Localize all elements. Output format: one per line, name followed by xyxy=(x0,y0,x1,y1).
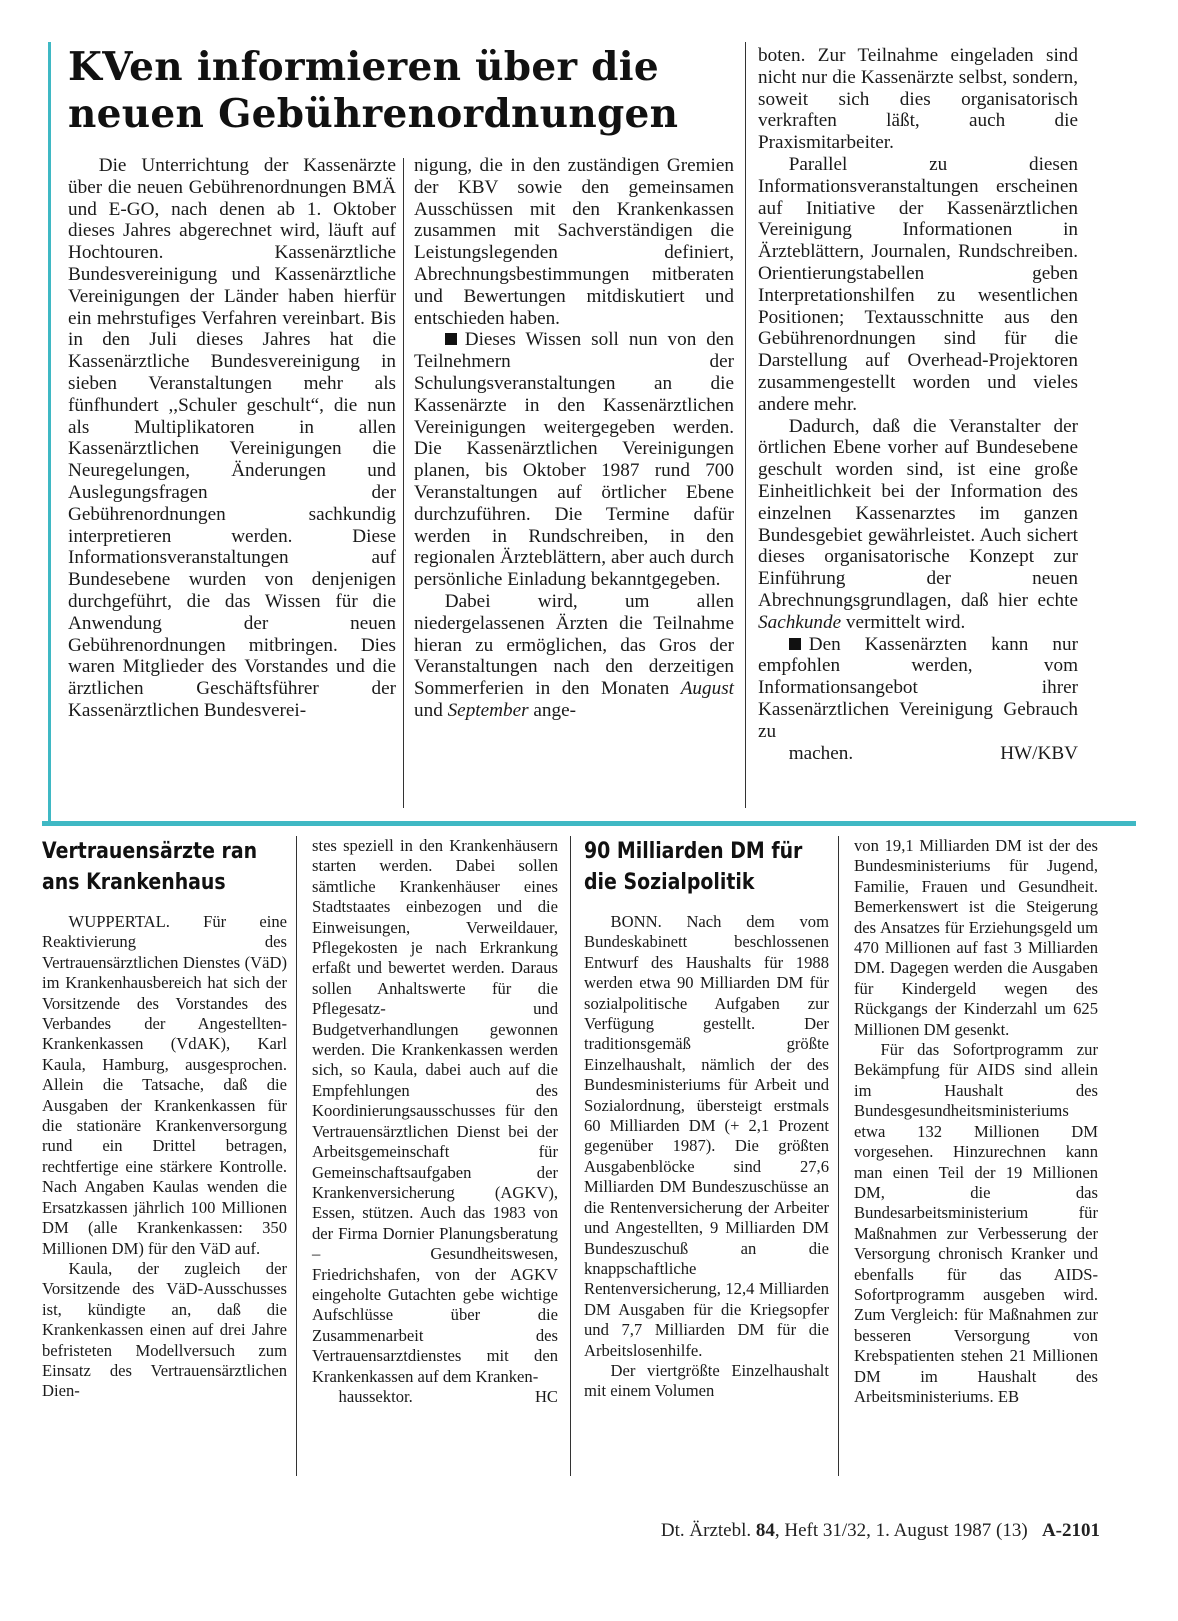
main-headline: KVen informieren über die neuen Gebührenordnungen xyxy=(68,44,679,137)
main-article-column-3 xyxy=(758,45,1078,764)
paragraph: von 19,1 Milliarden DM ist der des Bundesministeriums für Jugend, Familie, Frauen und Gesundheit. Bemerkenswert ist die Steigerung des Ansatzes für Erziehungsgeld um 470 Millionen auf fast 3 Milliarden DM. Dagegen werden die Ausgaben für Kindergeld wegen des Rückgangs der Kinderzahl um 625 Millionen DM gesenkt. xyxy=(854,836,1098,1039)
journal-name: Dt. Ärztebl. xyxy=(660,1520,752,1541)
column-divider xyxy=(838,836,839,1476)
paragraph: BONN. Nach dem vom Bundeskabinett beschlossenen Entwurf des Haushalts für 1988 werden etwa 90 Milliarden DM für sozialpolitische Aufgaben zur Verfügung gestellt. Der traditionsgemäß größte Einzelhaushalt, nämlich der des Bundesministeriums für Arbeit und Sozialordnung, übersteigt erstmals 60 Milliarden DM (+ 2,1 Prozent gegenüber 1987). Die größten Ausgabenblöcke sind 27,6 Milliarden DM Bundeszuschüsse an die Rentenversicherung der Arbeiter und Angestellten, 9 Milliarden DM Bundeszuschuß an die knappschaftliche Rentenversicherung, 12,4 Milliarden DM Ausgaben für die Kriegsopfer und 7,7 Milliarden DM für die Arbeitslosenhilfe. xyxy=(584,912,829,1360)
article-vertrauensaerzte-column-1 xyxy=(42,912,287,1402)
column-divider xyxy=(296,836,297,1476)
column-divider xyxy=(570,836,571,1476)
paragraph: Den Kassenärzten kann nur empfohlen werden, vom Informationsangebot ihrer Kassenärztlichen Vereinigung Gebrauch zu xyxy=(758,633,1078,742)
paragraph: Dieses Wissen soll nun von den Teilnehmern der Schulungsveranstaltungen an die Kassenärzte in den Kassenärztlichen Vereinigungen weitergegeben werden. Die Kassenärztlichen Vereinigungen planen, bis Oktober 1987 rund 700 Veranstaltungen auf örtlicher Ebene durchzuführen. Die Termine dafür werden in Rundschreiben, in den regionalen Ärzteblättern, aber auch durch persönliche Einladung bekanntgegeben. xyxy=(414,329,734,591)
paragraph: Kaula, der zugleich der Vorsitzende des VäD-Ausschusses ist, kündigte an, daß die Krankenkassen einen auf drei Jahre befristeten Modellversuch zum Einsatz des Vertrauensärztlichen Dien- xyxy=(42,1258,287,1401)
signature-line: machen. HW/KBV xyxy=(788,742,1078,764)
paragraph: Parallel zu diesen Informationsveranstaltungen erscheinen auf Initiative der Kassenärztlichen Vereinigung Informationen in Ärzteblättern, Journalen, Rundschreiben. Orientierungstabellen geben Interpretationshilfen zu wesentlichen Positionen; Textausschnitte aus den Gebührenordnungen sind für die Darstellung auf Overhead-Projektoren zusammengestellt worden und vieles andere mehr. xyxy=(758,153,1078,415)
article-frame-left xyxy=(48,42,51,822)
article-vertrauensaerzte-headline: Vertrauensärzte ran ans Krankenhaus xyxy=(42,839,258,895)
journal-volume: 84 xyxy=(755,1520,775,1541)
paragraph: Dadurch, daß die Veranstalter der örtlichen Ebene vorher auf Bundesebene geschult worden sind, ist eine große Einheitlichkeit bei der Information des einzelnen Kassenarztes im ganzen Bundesgebiet gewährleistet. Auch sichert dieses organisatorische Konzept zur Einführung der neuen Abrechnungsgrundlagen, daß hier echte Sachkunde vermittelt wird. xyxy=(758,415,1078,633)
paragraph: WUPPERTAL. Für eine Reaktivierung des Vertrauensärztlichen Dienstes (VäD) im Krankenhausbereich hat sich der Vorsitzende des Vorstandes des Verbandes der Angestellten-Krankenkassen (VdAK), Karl Kaula, Hamburg, ausgesprochen. Allein die Tatsache, daß die Ausgaben der Krankenkassen für die stationäre Krankenversorgung rund ein Drittel betragen, rechtfertige eine stärkere Kontrolle. Nach Angaben Kaulas wenden die Ersatzkassen jährlich 100 Millionen DM (alle Krankenkassen: 350 Millionen DM) für den VäD auf. xyxy=(42,912,287,1258)
article-sozialpolitik-headline: 90 Milliarden DM für die Sozialpolitik xyxy=(584,839,803,895)
issue-info: , Heft 31/32, 1. August 1987 (13) xyxy=(774,1520,1028,1541)
article-sozialpolitik-column-1 xyxy=(584,912,829,1402)
bullet-square-icon xyxy=(789,638,801,650)
article-frame-bottom xyxy=(42,821,1136,826)
paragraph: Die Unterrichtung der Kassenärzte über die neuen Gebührenordnungen BMÄ und E-GO, nach denen ab 1. Oktober dieses Jahres abgerechnet wird, läuft auf Hochtouren. Kassenärztliche Bundesvereinigung und Kassenärztliche Vereinigungen der Länder haben hierfür ein mehrstufiges Verfahren vereinbart. Bis in den Juli dieses Jahres hat die Kassenärztliche Bundesvereinigung in sieben Veranstaltungen mehr als fünfhundert ,,Schuler geschult“, die nun als Multiplikatoren in allen Kassenärztlichen Vereinigungen die Neuregelungen, Änderungen und Auslegungsfragen der Gebührenordnungen sachkundig interpretieren werden. Diese Informationsveranstaltungen auf Bundesebene wurden von denjenigen durchgeführt, die das Wissen für die Anwendung der neuen Gebührenordnungen mitbringen. Dies waren Mitglieder des Vorstandes und die ärztlichen Geschäftsführer der Kassenärztlichen Bundesverei- xyxy=(68,155,396,721)
paragraph: boten. Zur Teilnahme eingeladen sind nicht nur die Kassenärzte selbst, sondern, soweit sich dies organisatorisch verkraften läßt, auch die Praxismitarbeiter. xyxy=(758,45,1078,154)
main-article-column-1 xyxy=(68,155,396,722)
paragraph: Dabei wird, um allen niedergelassenen Ärzten die Teilnahme hieran zu ermöglichen, das Gros der Veranstaltungen nach den derzeitigen Sommerferien in den Monaten August und September ange- xyxy=(414,590,734,721)
page-number: A-2101 xyxy=(1041,1520,1100,1541)
paragraph: Der viertgrößte Einzelhaushalt mit einem Volumen xyxy=(584,1360,829,1401)
article-sozialpolitik-column-2 xyxy=(854,836,1098,1407)
main-article-column-2 xyxy=(414,155,734,722)
paragraph: Für das Sofortprogramm zur Bekämpfung für AIDS sind allein im Haushalt des Bundesgesundheitsministeriums etwa 132 Millionen DM vorgesehen. Hinzurechnen kann man einen Teil der 19 Millionen DM, die das Bundesarbeitsministerium für Maßnahmen zur Verbesserung der Versorgung chronisch Kranker und ebenfalls für das AIDS-Sofortprogramm ausgeben wird. Zum Vergleich: für Maßnahmen zur besseren Versorgung von Krebspatienten stehen 21 Millionen DM im Haushalt des Arbeitsministeriums. EB xyxy=(854,1040,1098,1406)
signature-line: haussektor. HC xyxy=(338,1386,558,1406)
page-footer xyxy=(610,1520,1100,1542)
author-signature: HW/KBV xyxy=(1000,742,1078,764)
column-divider xyxy=(403,158,404,808)
paragraph: nigung, die in den zuständigen Gremien der KBV sowie den gemeinsamen Ausschüssen mit den Krankenkassen zusammen mit Sachverständigen die Leistungslegenden definiert, Abrechnungsbestimmungen mitberaten und Bewertungen mitdiskutiert und entschieden haben. xyxy=(414,155,734,329)
paragraph: stes speziell in den Krankenhäusern starten werden. Dabei sollen sämtliche Krankenhäuser eines Stadtstaates einbezogen und die Einweisungen, Verweildauer, Pflegekosten je nach Erkrankung erfaßt und bewertet werden. Daraus sollen Anhaltswerte für die Pflegesatz- und Budgetverhandlungen gewonnen werden. Die Krankenkassen werden sich, so Kaula, dabei auch auf die Empfehlungen des Koordinierungsausschusses für den Vertrauensärztlichen Dienst bei der Arbeitsgemeinschaft für Gemeinschaftsaufgaben der Krankenversicherung (AGKV), Essen, stützen. Auch das 1983 von der Firma Dornier Planungsberatung – Gesundheitswesen, Friedrichshafen, von der AGKV eingeholte Gutachten gebe wichtige Aufschlüsse über die Zusammenarbeit des Vertrauensarztdienstes mit den Krankenkassen auf dem Kranken- xyxy=(312,836,558,1386)
author-signature: HC xyxy=(534,1386,558,1406)
bullet-square-icon xyxy=(445,333,457,345)
author-signature: EB xyxy=(997,1386,1020,1406)
column-divider xyxy=(745,42,746,808)
article-vertrauensaerzte-column-2 xyxy=(312,836,558,1407)
